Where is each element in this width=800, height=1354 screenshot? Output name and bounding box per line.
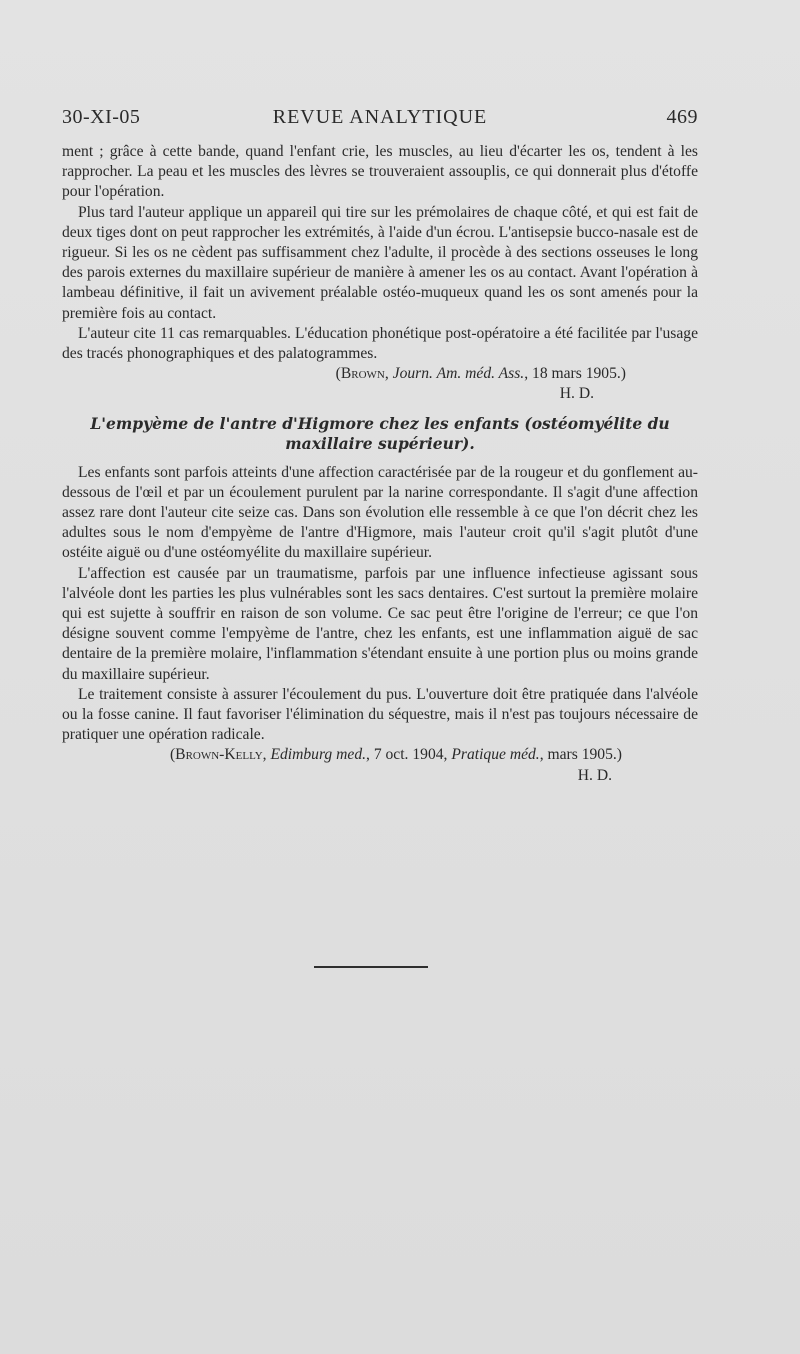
citation-separator: , <box>262 746 271 764</box>
page-number: 469 <box>666 106 698 128</box>
citation-date-2: , mars 1905.) <box>539 746 622 764</box>
body-text <box>62 142 698 786</box>
article1-citation <box>62 364 698 384</box>
citation-journal: Journ. Am. méd. Ass. <box>392 365 525 383</box>
citation-journal: Edimburg med. <box>270 746 367 764</box>
citation-date: , 18 mars 1905.) <box>524 365 626 383</box>
article1-paragraph-2: Plus tard l'auteur applique un appareil qui tire sur les prémolaires de chaque côté, et qui est fait de deux tiges dont on peut rapprocher les extrémités, à l'aide d'un écrou. L'antisepsie bucco-nasale est de rigueur. Si les os ne cèdent pas suffisamment chez l'adulte, il procède à des sections osseuses le long des parois externes du maxillaire supérieur de manière à amener les os au contact. Avant l'opération à lambeau définitive, il fait un avivement préalable ostéo-muqueux quand les os sont amenés pour la première fois au contact. <box>62 203 698 322</box>
article2-citation <box>62 745 698 765</box>
article1-signature: H. D. <box>559 385 594 403</box>
article2-paragraph-3: Le traitement consiste à assurer l'écoulement du pus. L'ouverture doit être pratiquée dans l'alvéole ou la fosse canine. Il faut favoriser l'élimination du séquestre, mais il n'est pas toujours nécessaire de pratiquer une opération radicale. <box>62 685 698 744</box>
article2-title: L'empyème de l'antre d'Higmore chez les enfants (ostéomyélite du maxillaire supérieur). <box>90 413 670 453</box>
citation-author: Brown <box>340 365 385 383</box>
citation-separator: , <box>384 365 393 383</box>
journal-title: REVUE ANALYTIQUE <box>272 106 488 128</box>
article2-paragraph-2: L'affection est causée par un traumatisme, parfois par une influence infectieuse agissant sous l'alvéole dont les parties les plus vulnérables sont les sacs dentaires. C'est surtout la première molaire qui est sujette à souffrir en raison de son volume. Ce sac peut être l'origine de l'erreur; ce que l'on désigne souvent comme l'empyème de l'antre, chez les enfants, est une inflammation aiguë de sac dentaire de la première molaire, l'inflammation s'étendant ensuite à une portion plus ou moins grande du maxillaire supérieur. <box>62 564 698 683</box>
citation-open: ( <box>169 746 176 764</box>
citation-author: Brown-Kelly <box>175 746 263 764</box>
citation-date: , 7 oct. 1904, <box>366 746 452 764</box>
citation-journal-2: Pratique méd. <box>451 746 540 764</box>
end-rule <box>314 966 428 968</box>
article2-signature: H. D. <box>577 766 612 784</box>
issue-date: 30-XI-05 <box>62 106 141 128</box>
article1-paragraph-3: L'auteur cite 11 cas remarquables. L'éducation phonétique post-opératoire a été facilitée par l'usage des tracés phonographiques et des palatogrammes. <box>62 324 698 363</box>
article2-paragraph-1: Les enfants sont parfois atteints d'une affection caractérisée par de la rougeur et du gonflement au-dessous de l'œil et par un écoulement purulent par la narine correspondante. Il s'agit d'une affection assez rare dont l'auteur cite seize cas. Dans son évolution elle ressemble à ce que l'on décrit chez les adultes sous le nom d'empyème de l'antre d'Higmore, mais l'auteur croit qu'il s'agit plutôt d'une ostéite aiguë ou d'une ostéomyélite du maxillaire supérieur. <box>62 463 698 562</box>
citation-open: ( <box>335 365 341 383</box>
article1-paragraph-1: ment ; grâce à cette bande, quand l'enfant crie, les muscles, au lieu d'écarter les os, tendent à les rapprocher. La peau et les muscles des lèvres se trouveraient assouplis, ce qui donnerait plus d'étoffe pour l'opération. <box>62 143 698 201</box>
